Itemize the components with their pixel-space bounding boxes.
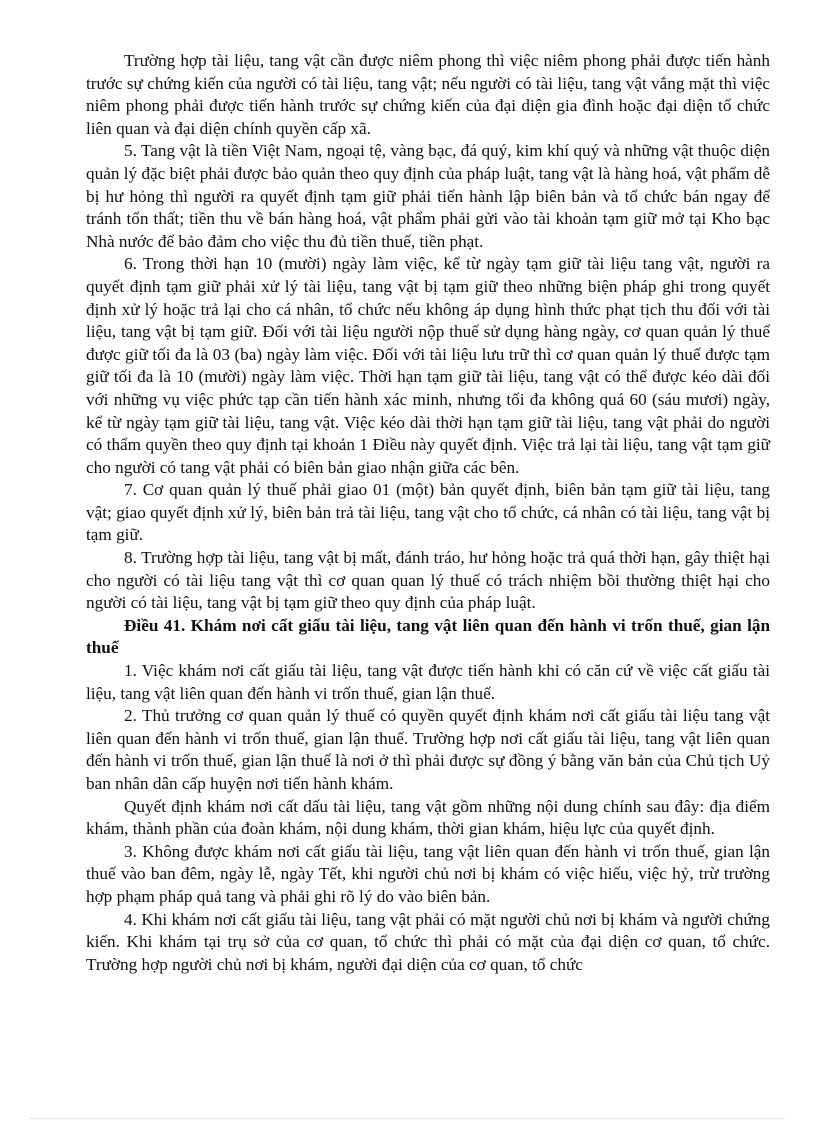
article-41-heading: Điều 41. Khám nơi cất giấu tài liệu, tang vật liên quan đến hành vi trốn thuế, gian lận thuế: [86, 615, 770, 658]
article-41-clause-4: 4. Khi khám nơi cất giấu tài liệu, tang vật phải có mặt người chủ nơi bị khám và người chứng kiến. Khi khám tại trụ sở của cơ quan, tổ chức thì phải có mặt của đại diện cơ quan, tổ chức. Trường hợp người chủ nơi bị khám, người đại diện của cơ quan, tổ chức: [86, 909, 770, 974]
article-41-clause-2: 2. Thủ trưởng cơ quan quản lý thuế có quyền quyết định khám nơi cất giấu tài liệu tang vật liên quan đến hành vi trốn thuế, gian lận thuế. Trường hợp nơi cất giấu tài liệu, tang vật liên quan đến hành vi trốn thuế, gian lận thuế là nơi ở thì phải được sự đồng ý bằng văn bản của Chủ tịch Uỷ ban nhân dân cấp huyện nơi tiến hành khám.: [86, 706, 770, 793]
paragraph-sealing: Trường hợp tài liệu, tang vật cần được niêm phong thì việc niêm phong phải được tiến hành trước sự chứng kiến của người có tài liệu, tang vật; nếu người có tài liệu, tang vật vắng mặt thì việc niêm phong phải được tiến hành trước sự chứng kiến của đại diện gia đình hoặc đại diện tổ chức liên quan và đại diện chính quyền cấp xã.: [86, 51, 770, 138]
article-41-clause-1: 1. Việc khám nơi cất giấu tài liệu, tang vật được tiến hành khi có căn cứ về việc cất giấu tài liệu, tang vật liên quan đến hành vi trốn thuế, gian lận thuế.: [86, 661, 770, 703]
page-bottom-divider: [30, 1118, 786, 1119]
article-41-clause-3: 3. Không được khám nơi cất giấu tài liệu, tang vật liên quan đến hành vi trốn thuế, gian lận thuế vào ban đêm, ngày lễ, ngày Tết, khi người chủ nơi bị khám có việc hiếu, việc hỷ, trừ trường hợp phạm pháp quả tang và phải ghi rõ lý do vào biên bản.: [86, 841, 770, 906]
paragraph-clause-5: 5. Tang vật là tiền Việt Nam, ngoại tệ, vàng bạc, đá quý, kim khí quý và những vật thuộc diện quản lý đặc biệt phải được bảo quản theo quy định của pháp luật, tang vật là hàng hoá, vật phẩm dễ bị hư hỏng thì người ra quyết định tạm giữ phải tiến hành lập biên bản và tổ chức bán ngay để tránh tổn thất; tiền thu về bán hàng hoá, vật phẩm phải gửi vào tài khoản tạm giữ mở tại Kho bạc Nhà nước để bảo đảm cho việc thu đủ tiền thuế, tiền phạt.: [86, 141, 770, 251]
paragraph-clause-6: 6. Trong thời hạn 10 (mười) ngày làm việc, kể từ ngày tạm giữ tài liệu tang vật, người ra quyết định tạm giữ phải xử lý tài liệu, tang vật bị tạm giữ theo những biện pháp ghi trong quyết định xử lý hoặc trả lại cho cá nhân, tổ chức nếu không áp dụng hình thức phạt tịch thu đối với tài liệu, tang vật bị tạm giữ. Đối với tài liệu người nộp thuế sử dụng hàng ngày, cơ quan quản lý thuế được giữ tối đa là 03 (ba) ngày làm việc. Đối với tài liệu lưu trữ thì cơ quan quản lý thuế được tạm giữ tối đa là 10 (mười) ngày làm việc. Thời hạn tạm giữ tài liệu, tang vật có thể được kéo dài đối với những vụ việc phức tạp cần tiến hành xác minh, nhưng tối đa không quá 60 (sáu mươi) ngày, kể từ ngày tạm giữ tài liệu, tang vật. Việc kéo dài thời hạn tạm giữ tài liệu, tang vật phải do người có thẩm quyền theo quy định tại khoản 1 Điều này quyết định. Việc trả lại tài liệu, tang vật tạm giữ cho người có tang vật phải có biên bản giao nhận giữa các bên.: [86, 254, 770, 477]
article-41-decision-contents: Quyết định khám nơi cất dấu tài liệu, tang vật gồm những nội dung chính sau đây: địa điểm khám, thành phần của đoàn khám, nội dung khám, thời gian khám, hiệu lực của quyết định.: [86, 796, 770, 839]
document-page: [86, 50, 770, 976]
paragraph-clause-7: 7. Cơ quan quản lý thuế phải giao 01 (một) bản quyết định, biên bản tạm giữ tài liệu, tang vật; giao quyết định xử lý, biên bản trả tài liệu, tang vật cho tổ chức, cá nhân có tài liệu, tang vật bị tạm giữ.: [86, 480, 770, 545]
paragraph-clause-8: 8. Trường hợp tài liệu, tang vật bị mất, đánh tráo, hư hỏng hoặc trả quá thời hạn, gây thiệt hại cho người có tài liệu tang vật thì cơ quan quan lý thuế có trách nhiệm bồi thường thiệt hại cho người có tài liệu, tang vật bị tạm giữ theo quy định của pháp luật.: [86, 548, 770, 613]
